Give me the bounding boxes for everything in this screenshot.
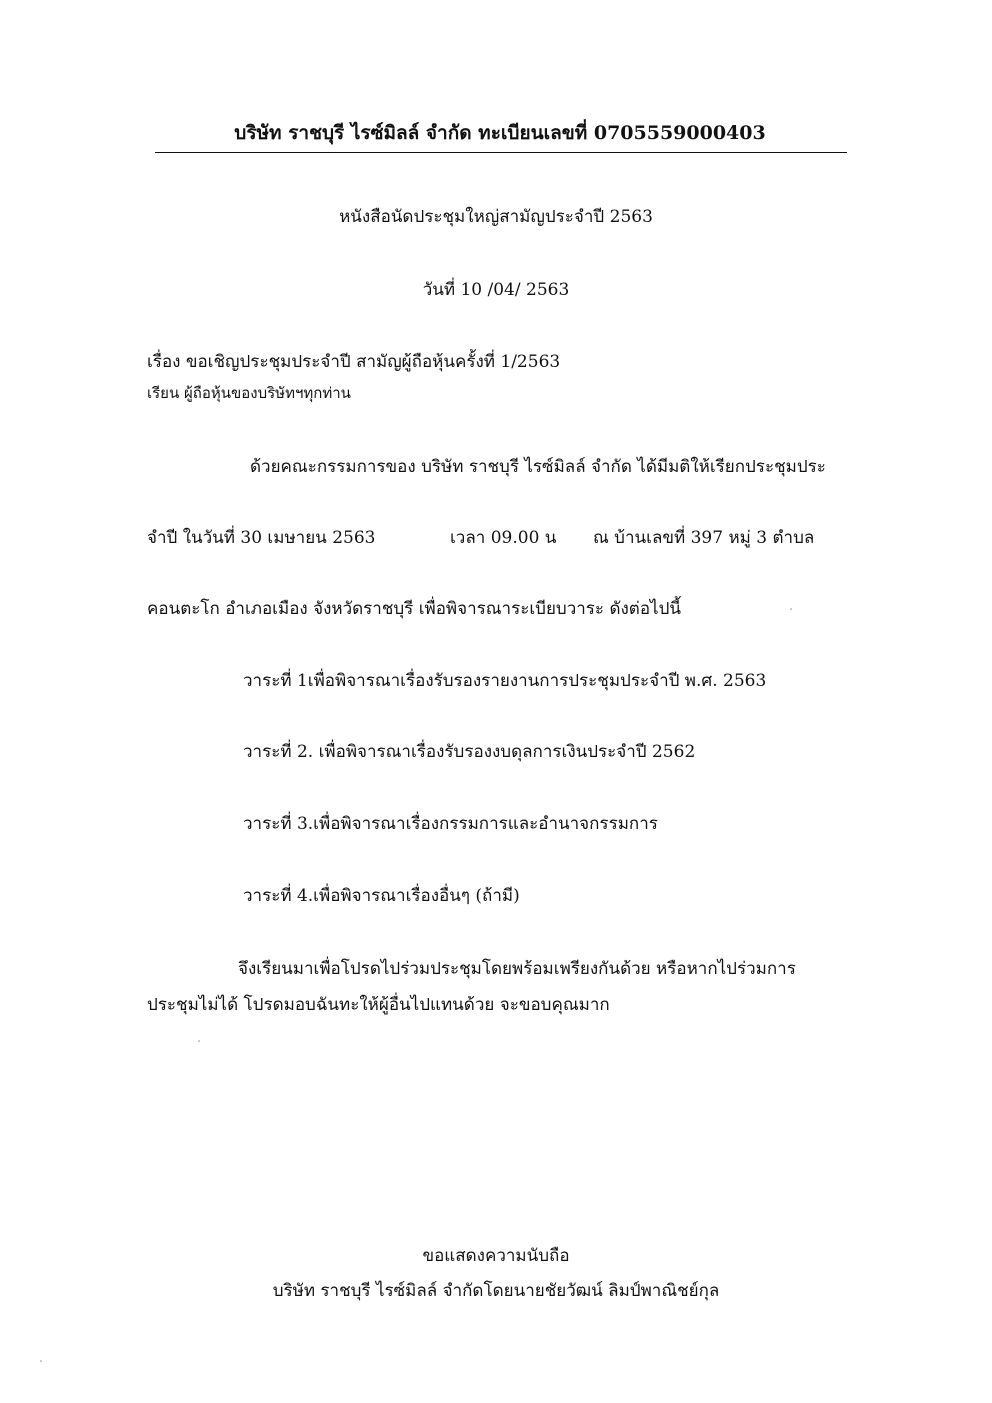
body-paragraph-line: ด้วยคณะกรรมการของ บริษัท ราชบุรี ไรซ์มิลล์ จำกัด ได้มีมติให้เรียกประชุมประ [250,457,826,477]
closing-regards: ขอแสดงความนับถือ [422,1246,570,1266]
subject-line: เรื่อง ขอเชิญประชุมประจำปี สามัญผู้ถือหุ้นครั้งที่ 1/2563 [147,352,561,372]
signature-line: บริษัท ราชบุรี ไรซ์มิลล์ จำกัดโดยนายชัยวัฒน์ ลิมป์พาณิชย์กุล [272,1281,720,1301]
agenda-item: วาระที่ 2. เพื่อพิจารณาเรื่องรับรองงบดุลการเงินประจำปี 2562 [243,742,696,762]
body-paragraph-line: ณ บ้านเลขที่ 397 หมู่ 3 ตำบล [593,528,815,548]
recipient-line: เรียน ผู้ถือหุ้นของบริษัทฯทุกท่าน [147,384,351,402]
body-paragraph-line: คอนตะโก อำเภอเมือง จังหวัดราชบุรี เพื่อพิจารณาระเบียบวาระ ดังต่อไปนี้ [147,599,682,619]
scan-speck [40,1360,42,1362]
agenda-item: วาระที่ 1เพื่อพิจารณาเรื่องรับรองรายงานการประชุมประจำปี พ.ศ. 2563 [243,671,767,691]
body-paragraph-line: เวลา 09.00 น [450,528,557,548]
notice-title: หนังสือนัดประชุมใหญ่สามัญประจำปี 2563 [339,207,653,227]
scan-speck [198,1040,200,1042]
notice-date: วันที่ 10 /04/ 2563 [422,280,570,300]
closing-line: ประชุมไม่ได้ โปรดมอบฉันทะให้ผู้อื่นไปแทนด้วย จะขอบคุณมาก [147,995,610,1015]
company-header: บริษัท ราชบุรี ไรซ์มิลล์ จำกัด ทะเบียนเลขที่ 0705559000403 [234,122,766,144]
agenda-item: วาระที่ 3.เพื่อพิจารณาเรื่องกรรมการและอำนาจกรรมการ [243,814,658,834]
closing-line: จึงเรียนมาเพื่อโปรดไปร่วมประชุมโดยพร้อมเพรียงกันด้วย หรือหากไปร่วมการ [238,959,796,979]
header-divider [155,152,847,153]
body-paragraph-line: จำปี ในวันที่ 30 เมษายน 2563 [147,528,376,548]
scan-speck [790,608,792,610]
agenda-item: วาระที่ 4.เพื่อพิจารณาเรื่องอื่นๆ (ถ้ามี) [243,886,520,906]
